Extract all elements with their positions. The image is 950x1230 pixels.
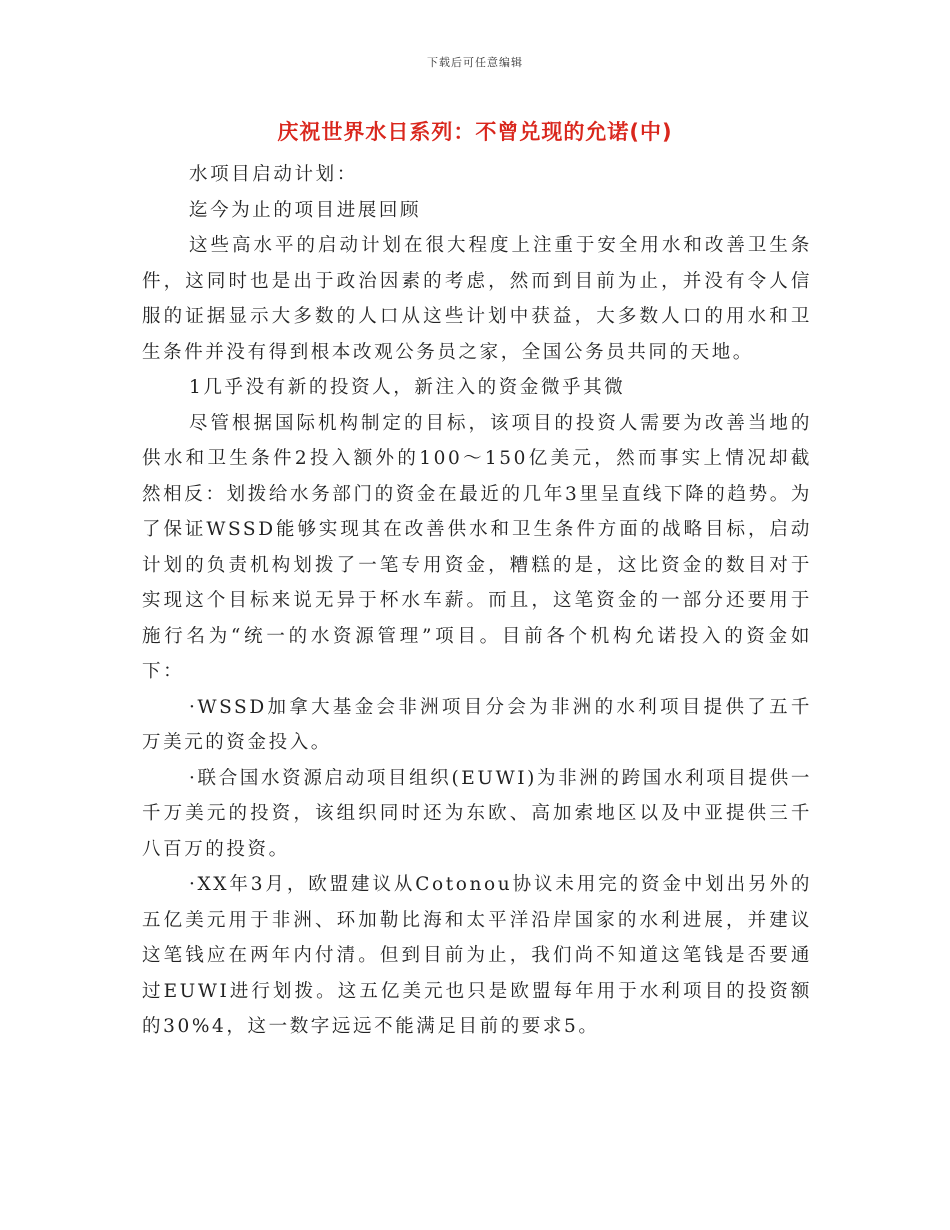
paragraph-2: 迄今为止的项目进展回顾	[189, 199, 422, 221]
bullet-paragraph-3: ·XX年3月，欧盟建议从Cotonou协议未用完的资金中划出另外的五亿美元用于非洲、环加勒比海和太平洋沿岸国家的水利进展，并建议这笔钱应在两年内付清。但到目前为止，我们尚不知道这笔钱是否要通过EUWI进行划拨。这五亿美元也只是欧盟每年用于水利项目的投资额的30%4，这一数字远远不能满足目前的要求5。	[142, 874, 812, 1037]
document-body	[142, 157, 812, 1045]
paragraph-3: 这些高水平的启动计划在很大程度上注重于安全用水和改善卫生条件，这同时也是出于政治因素的考虑，然而到目前为止，并没有令人信服的证据显示大多数的人口从这些计划中获益，大多数人口的用水和卫生条件并没有得到根本改观公务员之家，全国公务员共同的天地。	[142, 235, 812, 363]
bullet-paragraph-2: ·联合国水资源启动项目组织(EUWI)为非洲的跨国水利项目提供一千万美元的投资，该组织同时还为东欧、高加索地区以及中亚提供三千八百万的投资。	[142, 767, 812, 860]
paragraph-1: 水项目启动计划：	[189, 164, 358, 185]
document-title: 庆祝世界水日系列：不曾兑现的允诺(中)	[277, 120, 673, 144]
header-note: 下载后可任意编辑	[427, 56, 523, 69]
paragraph-5: 尽管根据国际机构制定的目标，该项目的投资人需要为改善当地的供水和卫生条件2投入额外的100～150亿美元，然而事实上情况却截然相反：划拨给水务部门的资金在最近的几年3里呈直线下降的趋势。为了保证WSSD能够实现其在改善供水和卫生条件方面的战略目标，启动计划的负责机构划拨了一笔专用资金，糟糕的是，这比资金的数目对于实现这个目标来说无异于杯水车薪。而且，这笔资金的一部分还要用于施行名为“统一的水资源管理”项目。目前各个机构允诺投入的资金如下：	[142, 412, 812, 682]
bullet-paragraph-1: ·WSSD加拿大基金会非洲项目分会为非洲的水利项目提供了五千万美元的资金投入。	[142, 696, 812, 753]
paragraph-4: 1几乎没有新的投资人，新注入的资金微乎其微	[189, 377, 626, 398]
